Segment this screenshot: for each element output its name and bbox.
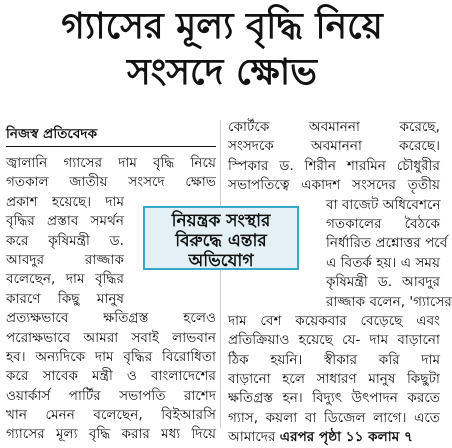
right-column-line: রাজ্জাক বলেন, 'গ্যাসের xyxy=(326,293,452,310)
right-column-line: গ্যাস, কয়লা বা ডিজেল লাগে। এতে xyxy=(228,409,440,426)
left-column-line: গতকাল জাতীয় সংসদে ক্ষোভ xyxy=(6,174,216,191)
right-column-line: নির্ধারিত প্রশ্নোত্তর পর্বে xyxy=(326,235,448,252)
pull-quote xyxy=(143,206,299,270)
right-column-line: এ বিতর্ক হয়। এ সময় xyxy=(326,254,440,271)
right-column-line: প্রতিক্রিয়াও হয়েছে যে- দাম বাড়ানো xyxy=(228,332,440,349)
column-divider xyxy=(220,120,221,428)
left-column-line: কারণে কিছু মানুষ xyxy=(6,290,124,307)
left-column-line: করে সাবেক মন্ত্রী ও বাংলাদেশের xyxy=(6,368,216,385)
left-column-line: আবদুর রাজ্জাক xyxy=(6,251,124,268)
left-column-line: হব। অন্যদিকে দাম বৃদ্ধির বিরোধিতা xyxy=(6,348,216,365)
right-column-line: বাড়ানো হলে সাধারণ মানুষ কিছুটা xyxy=(228,371,440,388)
right-column-line: সভাপতিত্বে একাদশ সংসদের তৃতীয় xyxy=(228,177,440,194)
left-column-line: ওয়ার্কার্স পার্টির সভাপতি রাশেদ xyxy=(6,387,216,404)
right-column-line: গতকালের বৈঠকে xyxy=(326,215,440,232)
right-column-line-text: আমাদের xyxy=(228,429,280,446)
right-column-line: ঠিক হয়নি। স্বীকার করি দাম xyxy=(228,351,440,368)
right-column-line: বা বাজেট অধিবেশনে xyxy=(326,196,441,213)
left-column-line: খান মেনন বলেছেন, বিইআরসি xyxy=(6,407,216,424)
headline xyxy=(0,4,444,96)
left-column-line: বলেছেন, দাম বৃদ্ধির xyxy=(6,271,124,288)
pull-quote-line-3: অভিযোগ xyxy=(188,251,254,271)
left-column-body xyxy=(6,154,216,445)
headline-line-2: সংসদে ক্ষোভ xyxy=(126,52,317,93)
continued-on-page-link: এরপর পৃষ্ঠা ১১ কলাম ৭ xyxy=(279,429,413,446)
left-column-line: বৃদ্ধির প্রস্তাব সমর্থন xyxy=(6,213,124,230)
left-column xyxy=(6,124,216,443)
left-column-line: জ্বালানি গ্যাসের দাম বৃদ্ধি নিয়ে xyxy=(6,155,216,171)
right-column-line: স্পিকার ড. শিরীন শারমিন চৌধুরীর xyxy=(228,157,440,174)
right-column-line: কোর্টকে অবমাননা করেছে, xyxy=(228,119,440,135)
left-column-line: গ্যাসের মূল্য বৃদ্ধি করার মধ্য দিয়ে xyxy=(6,426,216,443)
right-column-line: সংসদকে অবমাননা করেছে। xyxy=(228,138,440,155)
right-column-body xyxy=(228,118,452,448)
left-column-line: প্রকাশ হয়েছে। দাম xyxy=(6,193,124,210)
left-column-line: প্রত্যক্ষভাবে ক্ষতিগ্রস্ত হলেও xyxy=(6,310,216,327)
right-column-line xyxy=(228,428,440,447)
pull-quote-line-2: বিরুদ্ধে এন্তার xyxy=(175,231,267,251)
right-column-line: দাম বেশ কয়েকবার বেড়েছে এবং xyxy=(228,312,440,329)
headline-line-1: গ্যাসের মূল্য বৃদ্ধি নিয়ে xyxy=(61,6,383,47)
left-column-line: পরোক্ষভাবে আমরা সবাই লাভবান xyxy=(6,329,216,346)
left-column-line: করে কৃষিমন্ত্রী ড. xyxy=(6,232,124,249)
byline: নিজস্ব প্রতিবেদক xyxy=(6,124,216,147)
right-column-line: ক্ষতিগ্রস্ত হন। বিদ্যুৎ উৎপাদন করতে xyxy=(228,390,440,407)
pull-quote-line-1: নিয়ন্ত্রক সংস্থার xyxy=(171,211,271,231)
right-column-line: কৃষিমন্ত্রী ড. আবদুর xyxy=(326,274,440,291)
